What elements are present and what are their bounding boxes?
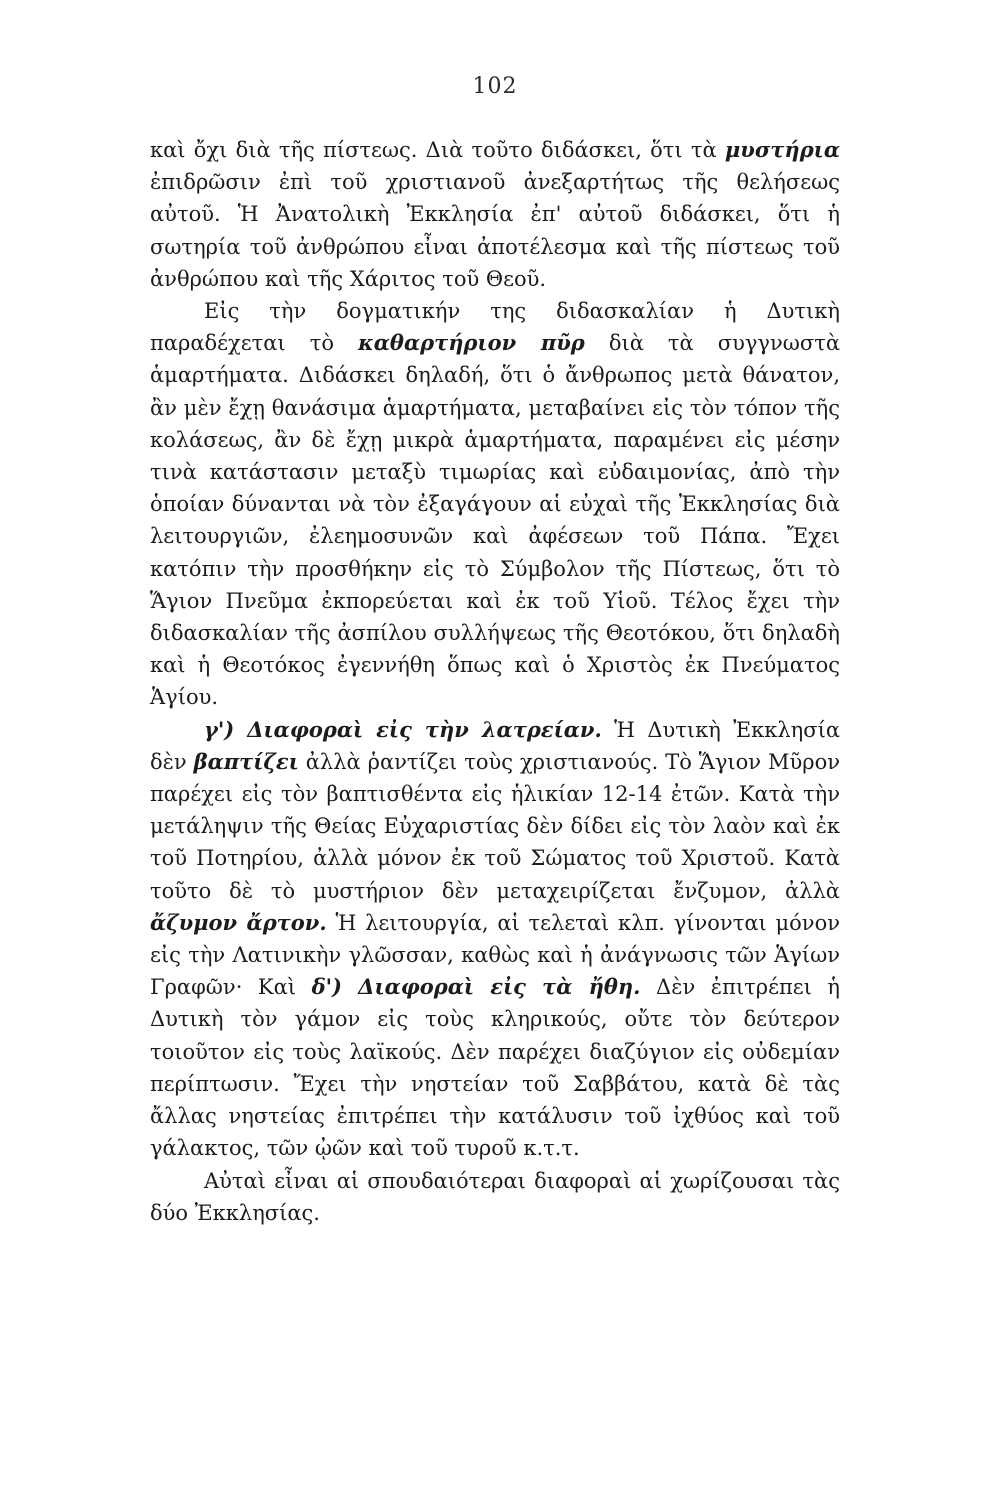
text-run: ἐπιδρῶσιν ἐπὶ τοῦ χριστιανοῦ ἀνεξαρτήτως τῆς θελήσεως αὐτοῦ. Ἡ Ἀνατολικὴ Ἐκκλησία ἐπ' αὐτοῦ διδάσκει, ὅτι ἡ σωτηρία τοῦ ἀνθρώπου εἶναι ἀποτέλεσμα καὶ τῆς πίστεως τοῦ ἀνθρώπου καὶ τῆς Χάριτος τοῦ Θεοῦ. xyxy=(150,170,840,291)
paragraph xyxy=(150,295,840,714)
text-run: Ἡ λειτουργία, αἱ τελεταὶ κλπ. γίνονται μόνον εἰς τὴν Λατινικὴν γλῶσσαν, καθὼς καὶ ἡ ἀνάγνωσις τῶν Ἁγίων Γραφῶν· Καὶ xyxy=(150,910,840,1000)
text-run: διὰ τὰ συγγνωστὰ ἁμαρτήματα. Διδάσκει δηλαδή, ὅτι ὁ ἄνθρωπος μετὰ θάνατον, ἂν μὲν ἔχῃ θανάσιμα ἁμαρτήματα, μεταβαίνει εἰς τὸν τόπον τῆς κολάσεως, ἂν δὲ ἔχῃ μικρὰ ἁμαρτήματα, παραμένει εἰς μέσην τινὰ κατάστασιν μεταξὺ τιμωρίας καὶ εὐδαιμονίας, ἀπὸ τὴν ὁποίαν δύνανται νὰ τὸν ἐξαγάγουν αἱ εὐχαὶ τῆς Ἐκκλησίας διὰ λειτουργιῶν, ἐλεημοσυνῶν καὶ ἀφέσεων τοῦ Πάπα. Ἔχει κατόπιν τὴν προσθήκην εἰς τὸ Σύμβολον τῆς Πίστεως, ὅτι τὸ Ἅγιον Πνεῦμα ἐκπορεύεται καὶ ἐκ τοῦ Υἱοῦ. Τέλος ἔχει τὴν διδασκαλίαν τῆς ἀσπίλου συλλήψεως τῆς Θεοτόκου, ὅτι δηλαδὴ καὶ ἡ Θεοτόκος ἐγεννήθη ὅπως καὶ ὁ Χριστὸς ἐκ Πνεύματος Ἁγίου. xyxy=(150,331,840,710)
emphasized-text: βαπτίζει xyxy=(193,748,299,774)
text-run: ἀλλὰ ῥαντίζει τοὺς χριστιανούς. Τὸ Ἅγιον Μῦρον παρέχει εἰς τὸν βαπτισθέντα εἰς ἡλικίαν 12-14 ἐτῶν. Κατὰ τὴν μετάληψιν τῆς Θείας Εὐχαριστίας δὲν δίδει εἰς τὸν λαὸν καὶ ἐκ τοῦ Ποτηρίου, ἀλλὰ μόνον ἐκ τοῦ Σώματος τοῦ Χριστοῦ. Κατὰ τοῦτο δὲ τὸ μυστήριον δὲν μεταχειρίζεται ἔνζυμον, ἀλλὰ xyxy=(150,749,840,903)
text-run: Εἰς τὴν δογματικήν της διδασκαλίαν ἡ Δυτικὴ παραδέχεται τὸ xyxy=(150,299,840,356)
emphasized-text: ἄζυμον ἄρτον. xyxy=(150,909,327,935)
body-text xyxy=(150,134,840,1229)
paragraph xyxy=(150,1165,840,1229)
paragraph xyxy=(150,714,840,1165)
text-run: καὶ ὄχι διὰ τῆς πίστεως. Διὰ τοῦτο διδάσκει, ὅτι τὰ xyxy=(150,138,725,162)
emphasized-text: καθαρτήριον πῦρ xyxy=(358,330,585,356)
text-run: Αὐταὶ εἶναι αἱ σπουδαιότεραι διαφοραὶ αἱ χωρίζουσαι τὰς δύο Ἐκκλησίας. xyxy=(150,1168,840,1225)
text-run: Δὲν ἐπιτρέπει ἡ Δυτικὴ τὸν γάμον εἰς τοὺς κληρικούς, οὔτε τὸν δεύτερον τοιοῦτον εἰς τοὺς λαϊκούς. Δὲν παρέχει διαζύγιον εἰς οὐδεμίαν περίπτωσιν. Ἔχει τὴν νηστείαν τοῦ Σαββάτου, κατὰ δὲ τὰς ἄλλας νηστείας ἐπιτρέπει τὴν κατάλυσιν τοῦ ἰχθύος καὶ τοῦ γάλακτος, τῶν ᾠῶν καὶ τοῦ τυροῦ κ.τ.τ. xyxy=(150,975,841,1161)
emphasized-text: μυστήρια xyxy=(724,137,840,162)
emphasized-text: δ') Διαφοραὶ εἰς τὰ ἤθη. xyxy=(311,974,641,1000)
paragraph xyxy=(150,134,840,295)
text-run: Ἡ Δυτικὴ Ἐκκλησία δὲν xyxy=(150,717,840,774)
emphasized-text: γ') Διαφοραὶ εἰς τὴν λατρείαν. xyxy=(204,716,602,742)
page-number: 102 xyxy=(472,74,518,99)
